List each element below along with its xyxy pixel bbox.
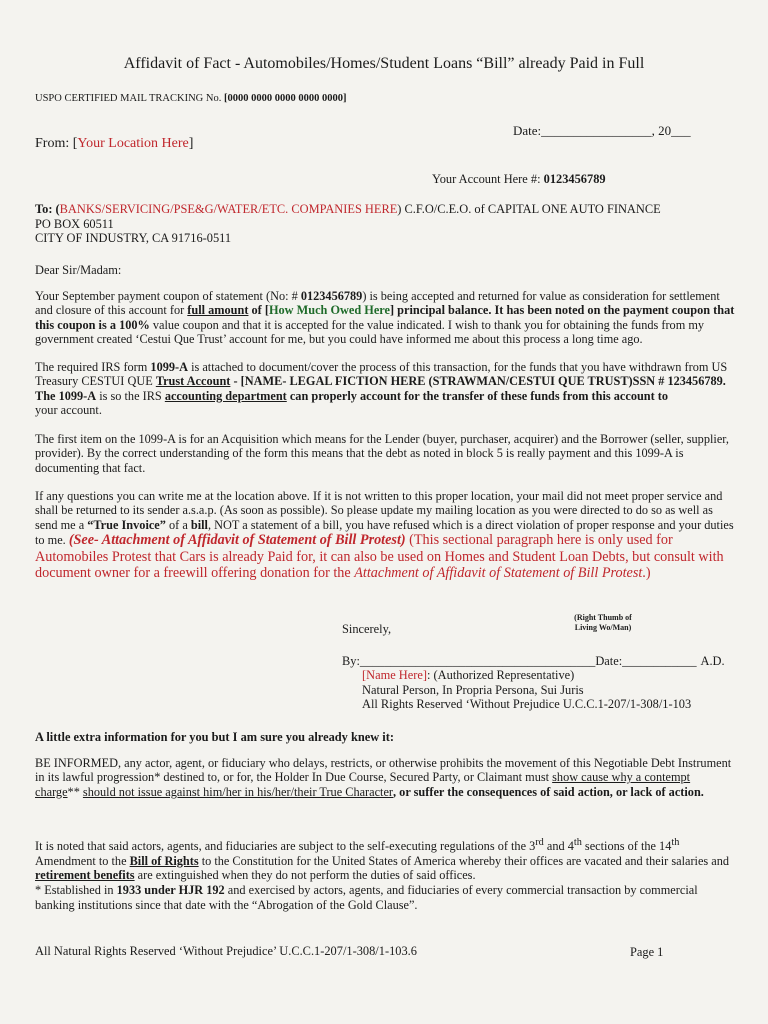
paragraph-questions — [35, 489, 735, 582]
p4-red-note: (This sectional paragraph here is only used for Automobiles Protest that Cars is already Paid for, it can also be used on Homes and Student Loan Debts, but consult with document owner for a freewill offering donation for the — [35, 532, 724, 582]
salutation: Dear Sir/Madam: — [35, 263, 122, 277]
p1-text-d: ] principal balance. It has been noted on the payment coupon that this coupon is a — [35, 303, 735, 332]
p7-text-b: and exercised by actors, agents, and fiduciaries of every commercial transaction by commercial banking institutions since that date with the “Abrogation of the Gold Clause”. — [35, 883, 698, 912]
natural-person: Natural Person, In Propria Persona, Sui Juris — [362, 682, 584, 697]
p2-text-b: is attached to document/cover the process of this transaction, for the funds that you have withdrawn from US Treasury CESTUI QUE — [35, 360, 728, 389]
signer-block — [362, 668, 691, 712]
p1-text-b: ) is being accepted and returned for value as consideration for settlement and closure of this account for — [35, 289, 720, 318]
p1-text-c: of [ — [248, 303, 269, 318]
p4-text-a: If any questions you can write me at the location above. If it is not written to this proper location, your mail did not meet proper service and shall be returned to its sender a.s.a.p. (As soon as possible). So please update my mailing location as you were directed to do so as well as send me a — [35, 489, 723, 532]
recipient-block — [35, 202, 735, 246]
sincerely: Sincerely, — [342, 622, 392, 636]
p1-percent: 100% — [119, 317, 150, 332]
p4-text-c: , NOT a statement of a bill, you have refused which is a direct violation of proper response and your duties to me. — [35, 517, 734, 548]
p5-should-not: should not issue against him/her in his/her/their True Character — [82, 784, 394, 799]
p2-department: accounting department — [164, 388, 287, 403]
p6-text-d: Amendment to the — [35, 853, 130, 868]
p7-year: 1933 under HJR 192 — [116, 883, 225, 898]
authorized-rep: : (Authorized Representative) — [427, 668, 575, 682]
p4-see-attachment: (See- Attachment of Affidavit of Statement of Bill Protest) — [68, 532, 406, 549]
p5-show-cause: show cause why a contempt charge — [35, 770, 691, 799]
p2-form: 1099-A — [150, 360, 188, 374]
rights-reserved: All Rights Reserved ‘Without Prejudice U.C.C.1-207/1-308/1-103 — [362, 697, 692, 711]
to-recipient: ) C.F.O/C.E.O. of CAPITAL ONE AUTO FINANCE — [397, 202, 661, 216]
from-location: Your Location Here — [77, 136, 189, 151]
p6-bill-of-rights: Bill of Rights — [129, 853, 199, 868]
address-line-1: PO BOX 60511 — [35, 216, 114, 231]
p6-text-b: and 4 — [543, 839, 574, 854]
p6-sup-rd: rd — [535, 837, 544, 848]
to-label: To: ( — [35, 202, 60, 216]
tracking-number: [0000 0000 0000 0000 0000] — [223, 93, 347, 104]
p2-text-a: The required IRS form — [35, 360, 151, 374]
signature-blank: ______________________________________ — [359, 654, 596, 668]
footer-rights: All Natural Rights Reserved ‘Without Prejudice’ U.C.C.1-207/1-308/1-103.6 — [35, 944, 417, 958]
paragraph-coupon — [35, 289, 735, 347]
p4-red-attachment: Attachment of Affidavit of Statement of Bill Protest — [354, 565, 643, 582]
from-label: From: [ — [35, 136, 78, 151]
tracking-label: USPO CERTIFIED MAIL TRACKING No. — [35, 93, 224, 104]
p5-consequences: , or suffer the consequences of said action, or lack of action. — [393, 784, 704, 799]
thumb-line-2: Living Wo/Man) — [574, 623, 632, 632]
from-close: ] — [188, 136, 194, 151]
p4-text-b: of a — [165, 517, 191, 532]
p6-sup-th-1: th — [573, 837, 582, 848]
p2-text-e: can properly account for the transfer of these funds from this account to — [286, 388, 669, 403]
p4-true-invoice: “True Invoice” — [87, 517, 166, 532]
recipient-line — [35, 202, 735, 217]
paragraph-amendment — [35, 836, 735, 912]
tracking-line — [35, 92, 346, 107]
p6-text-c: sections of the 14 — [581, 839, 672, 854]
p5-text-b: ** — [67, 784, 83, 799]
p6-retirement: retirement benefits — [35, 867, 135, 882]
paragraph-acquisition: The first item on the 1099-A is for an Acquisition which means for the Lender (buyer, purchaser, acquirer) and the Borrower (seller, supplier, provider). By the correct understanding of the form this means that the debt as noted in block 5 is really payment and this 1099-A is documenting that fact. — [35, 432, 729, 475]
p1-text-e: value coupon and that it is accepted for the value indicated. I wish to thank you for obtaining the funds from my government created ‘Cestui Que Trust’ account for me, but you could have informed me about this process a long time ago. — [35, 317, 705, 347]
p2-text-c: - [NAME- LEGAL FICTION HERE (STRAWMAN/CESTUI QUE TRUST)SSN # 123456789. The — [35, 374, 726, 403]
name-placeholder: [Name Here] — [362, 668, 428, 682]
p2-form-2: 1099-A — [58, 388, 97, 403]
extra-info-heading: A little extra information for you but I am sure you already knew it: — [35, 730, 394, 744]
account-label: Your Account Here #: — [432, 172, 544, 186]
p1-owed-placeholder: How Much Owed Here — [268, 303, 390, 318]
sign-date-blank: ____________ — [622, 654, 697, 668]
p6-sup-th-2: th — [671, 837, 680, 848]
sign-date-label: Date: — [595, 654, 623, 668]
signature-line — [342, 654, 742, 669]
date-year: , 20___ — [651, 123, 691, 138]
from-line — [35, 136, 193, 152]
p6-text-f: are extinguished when they do not perform the duties of said offices. — [134, 867, 476, 882]
anno-domini: A.D. — [700, 654, 725, 668]
by-label: By: — [342, 654, 360, 668]
p6-text-e: to the Constitution for the United States of America whereby their offices are vacated and their salaries and — [198, 853, 730, 868]
date-label: Date: — [513, 123, 542, 138]
p5-text-a: BE INFORMED, any actor, agent, or fiduciary who delays, restricts, or otherwise prohibits the movement of this Negotiable Debt Instrument in its lawful progression* destined to, or for, the Holder In Due Course, Secured Party, or Claimant must — [35, 756, 732, 785]
p4-red-close: .) — [642, 565, 651, 582]
footnote-1933 — [35, 883, 735, 912]
p4-bill: bill — [190, 517, 208, 532]
p1-account: 0123456789 — [300, 289, 363, 303]
p6-text-a: It is noted that said actors, agents, and fiduciaries are subject to the self-executing regulations of the 3 — [35, 839, 536, 854]
date-line — [513, 124, 691, 139]
p1-full-amount: full amount — [187, 303, 249, 318]
paragraph-be-informed — [35, 756, 735, 799]
account-number: 0123456789 — [543, 172, 606, 186]
paragraph-irs-form — [35, 360, 735, 418]
thumb-print-label — [548, 613, 658, 633]
date-blank: _________________ — [541, 123, 652, 138]
p2-text-d: is so the IRS — [96, 388, 165, 403]
p2-trust-account: Trust Account — [155, 374, 231, 389]
p2-text-f: your account. — [35, 403, 102, 418]
document-title: Affidavit of Fact - Automobiles/Homes/Student Loans “Bill” already Paid in Full — [123, 55, 645, 72]
page-number: Page 1 — [630, 945, 664, 959]
to-placeholder: BANKS/SERVICING/PSE&G/WATER/ETC. COMPANIES HERE — [59, 202, 398, 216]
thumb-line-1: (Right Thumb of — [574, 613, 632, 622]
p1-text-a: Your September payment coupon of statement (No: # — [35, 289, 301, 303]
address-line-2: CITY OF INDUSTRY, CA 91716-0511 — [35, 231, 232, 245]
account-line — [432, 172, 606, 187]
p7-text-a: * Established in — [35, 883, 117, 898]
